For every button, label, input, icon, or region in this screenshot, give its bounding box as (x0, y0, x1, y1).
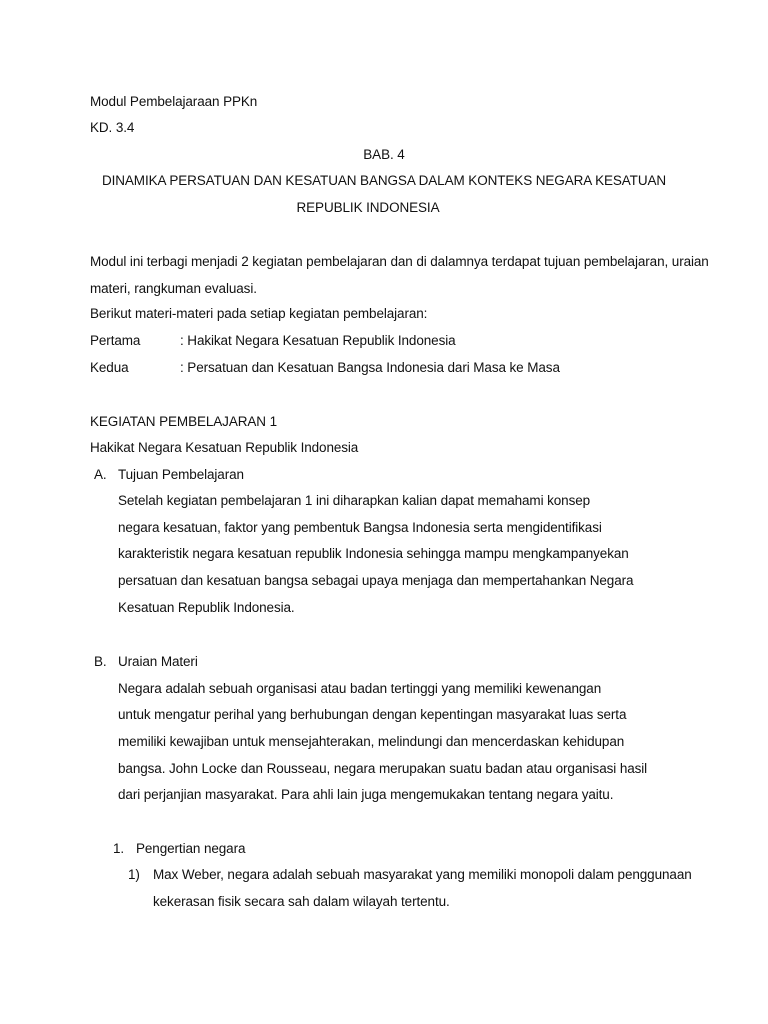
intro-item-label: Pertama (90, 333, 141, 348)
list-marker: B. (94, 654, 107, 669)
chapter-number: BAB. 4 (363, 147, 405, 162)
kd-label: KD. 3.4 (90, 120, 135, 135)
list-item-text: Max Weber, negara adalah sebuah masyarakat yang memiliki monopoli dalam penggunaan (153, 867, 692, 882)
intro-line-1: Modul ini terbagi menjadi 2 kegiatan pembelajaran dan di dalamnya terdapat tujuan pembelajaran, uraian (90, 254, 709, 269)
chapter-title-line1: DINAMIKA PERSATUAN DAN KESATUAN BANGSA DALAM KONTEKS NEGARA KESATUAN (101, 173, 667, 188)
paragraph-line: negara kesatuan, faktor yang pembentuk Bangsa Indonesia serta mengidentifikasi (118, 520, 602, 535)
section-heading: KEGIATAN PEMBELAJARAN 1 (90, 414, 278, 429)
intro-line-3: Berikut materi-materi pada setiap kegiatan pembelajaran: (90, 306, 428, 321)
list-marker: 1) (128, 867, 140, 882)
paragraph-line: Setelah kegiatan pembelajaran 1 ini diharapkan kalian dapat memahami konsep (118, 493, 591, 508)
paragraph-line: Kesatuan Republik Indonesia. (118, 600, 295, 615)
list-marker: 1. (113, 841, 125, 856)
list-item-title: Pengertian negara (136, 841, 246, 856)
intro-item-value: : Hakikat Negara Kesatuan Republik Indonesia (180, 333, 456, 348)
paragraph-line: persatuan dan kesatuan bangsa sebagai upaya menjaga dan mempertahankan Negara (118, 573, 634, 588)
intro-item-label: Kedua (90, 360, 129, 375)
intro-line-2: materi, rangkuman evaluasi. (90, 281, 257, 296)
chapter-title-line2: REPUBLIK INDONESIA (296, 200, 440, 215)
section-subheading: Hakikat Negara Kesatuan Republik Indonesia (90, 440, 359, 455)
intro-item-value: : Persatuan dan Kesatuan Bangsa Indonesia dari Masa ke Masa (180, 360, 560, 375)
paragraph-line: Negara adalah sebuah organisasi atau badan tertinggi yang memiliki kewenangan (118, 681, 602, 696)
list-item-text: kekerasan fisik secara sah dalam wilayah tertentu. (153, 894, 450, 909)
list-marker: A. (94, 467, 107, 482)
paragraph-line: dari perjanjian masyarakat. Para ahli lain juga mengemukakan tentang negara yaitu. (118, 787, 614, 802)
module-title: Modul Pembelajaraan PPKn (90, 94, 258, 109)
subsection-title: Tujuan Pembelajaran (118, 467, 244, 482)
subsection-title: Uraian Materi (118, 654, 198, 669)
paragraph-line: karakteristik negara kesatuan republik Indonesia sehingga mampu mengkampanyekan (118, 546, 629, 561)
paragraph-line: bangsa. John Locke dan Rousseau, negara merupakan suatu badan atau organisasi hasil (118, 761, 648, 776)
paragraph-line: memiliki kewajiban untuk mensejahterakan, melindungi dan mencerdaskan kehidupan (118, 734, 625, 749)
paragraph-line: untuk mengatur perihal yang berhubungan dengan kepentingan masyarakat luas serta (118, 707, 627, 722)
